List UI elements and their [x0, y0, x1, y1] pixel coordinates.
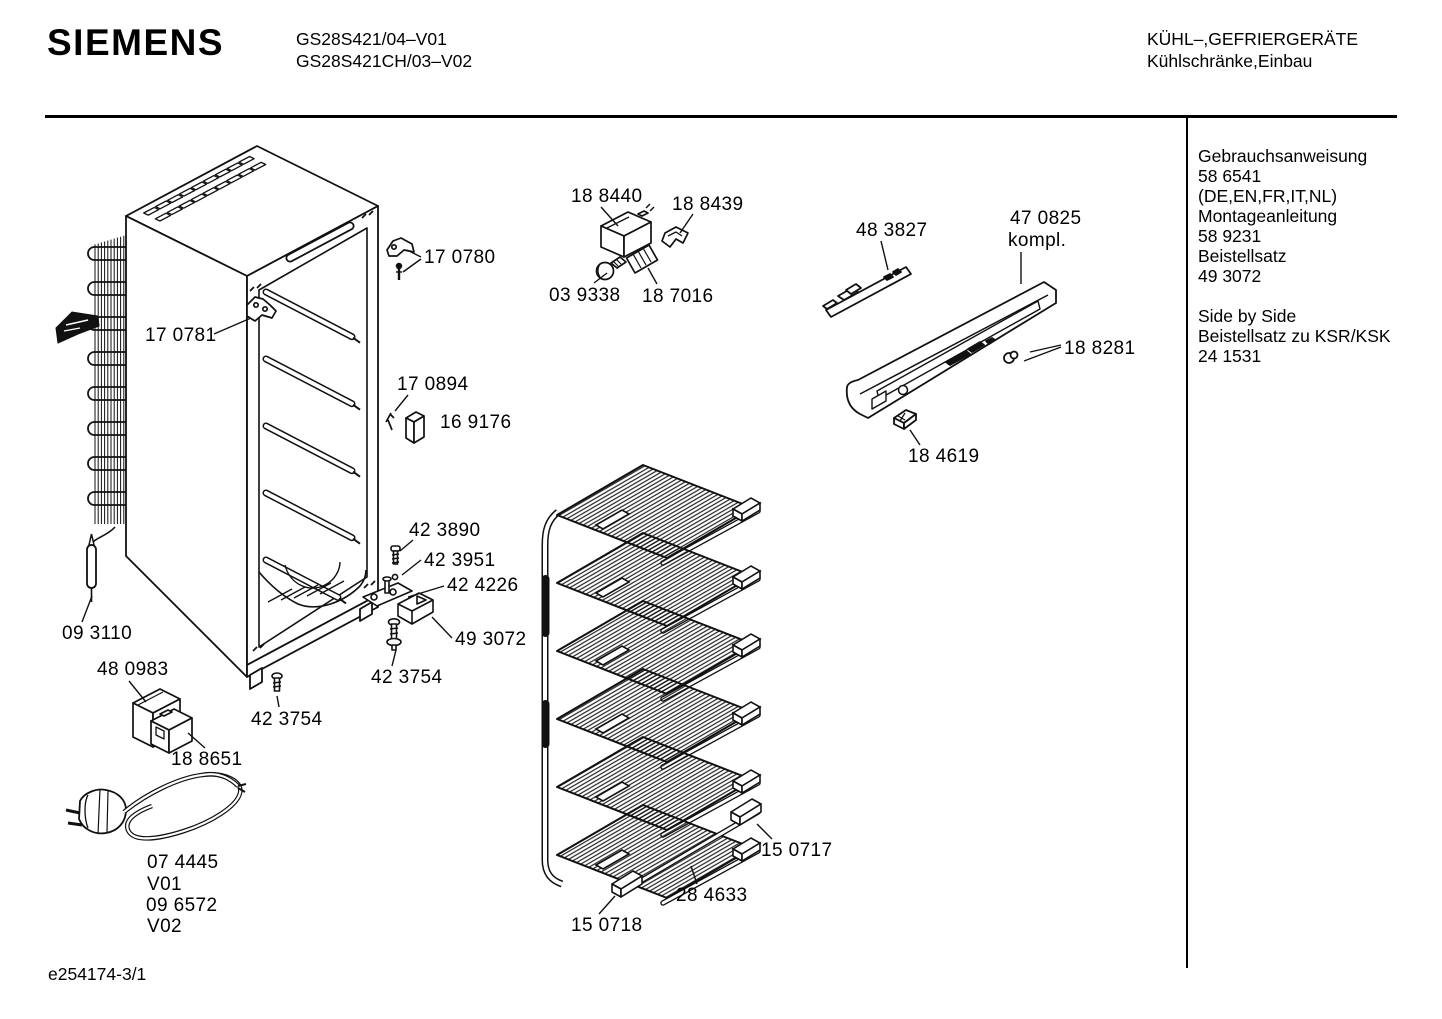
part-label-169176: 16 9176: [440, 412, 512, 433]
dryer-part: [87, 534, 96, 602]
part-label-423754-right: 42 3754: [371, 667, 443, 688]
part-label-150718: 15 0718: [571, 915, 643, 936]
part-label-188281: 18 8281: [1064, 338, 1136, 359]
misc-small-parts: [386, 412, 424, 443]
part-label-480983: 48 0983: [97, 659, 169, 680]
control-panel-group: [823, 267, 1056, 429]
power-cord-drawing: [66, 774, 246, 838]
ref-line: Side by Side: [1198, 306, 1297, 326]
part-label-039338: 03 9338: [549, 285, 621, 306]
clip-188439: [662, 227, 688, 247]
part-label-423951: 42 3951: [424, 550, 496, 571]
part-label-096572-variant: V02: [147, 916, 183, 937]
category-line-1: KÜHL–,GEFRIERGERÄTE: [1147, 29, 1359, 49]
part-label-074445: 07 4445: [147, 852, 219, 873]
part-label-093110: 09 3110: [62, 623, 133, 644]
part-label-170781: 17 0781: [145, 325, 217, 346]
category-line-2: Kühlschränke,Einbau: [1147, 50, 1313, 71]
ref-line: Beistellsatz zu KSR/KSK: [1198, 326, 1391, 346]
coil-bracket: [56, 312, 99, 343]
part-label-493072: 49 3072: [455, 629, 527, 650]
part-label-424226: 42 4226: [447, 575, 519, 596]
part-label-470825: 47 0825: [1010, 208, 1082, 229]
part-label-096572: 09 6572: [146, 895, 218, 916]
ref-line: 58 6541: [1198, 166, 1262, 186]
part-label-184619: 18 4619: [908, 446, 980, 467]
evaporator-shelf-stack: [542, 465, 762, 903]
ref-line: Beistellsatz: [1198, 246, 1287, 266]
ref-line: 24 1531: [1198, 346, 1262, 366]
part-label-423890: 42 3890: [409, 520, 481, 541]
relay-group: [133, 689, 192, 753]
document-reference: e254174-3/1: [48, 964, 147, 984]
ref-line: 49 3072: [1198, 266, 1262, 286]
model-line-2: GS28S421CH/03–V02: [296, 50, 473, 71]
part-label-170894: 17 0894: [397, 374, 469, 395]
part-label-284633: 28 4633: [676, 885, 748, 906]
part-label-170780: 17 0780: [424, 247, 496, 268]
part-label-188440: 18 8440: [571, 186, 643, 207]
part-label-470825-suffix: kompl.: [1008, 230, 1067, 251]
condenser-coil-drawing: [56, 234, 136, 602]
part-label-188651: 18 8651: [171, 749, 243, 770]
part-label-074445-variant: V01: [147, 874, 183, 895]
ref-line: 58 9231: [1198, 226, 1262, 246]
part-label-187016: 18 7016: [642, 286, 714, 307]
rail-cap-150717: [731, 799, 761, 825]
siemens-logo: SIEMENS: [47, 22, 225, 63]
model-line-1: GS28S421/04–V01: [296, 29, 447, 49]
part-label-423754-left: 42 3754: [251, 709, 323, 730]
ref-line: (DE,EN,FR,IT,NL): [1198, 186, 1338, 206]
ref-line: Gebrauchsanweisung: [1198, 146, 1368, 166]
ref-line: Montageanleitung: [1198, 206, 1338, 226]
part-label-483827: 48 3827: [856, 220, 928, 241]
part-label-188439: 18 8439: [672, 194, 744, 215]
part-label-150717: 15 0717: [761, 840, 833, 861]
refrigerator-cabinet-drawing: [126, 146, 378, 689]
